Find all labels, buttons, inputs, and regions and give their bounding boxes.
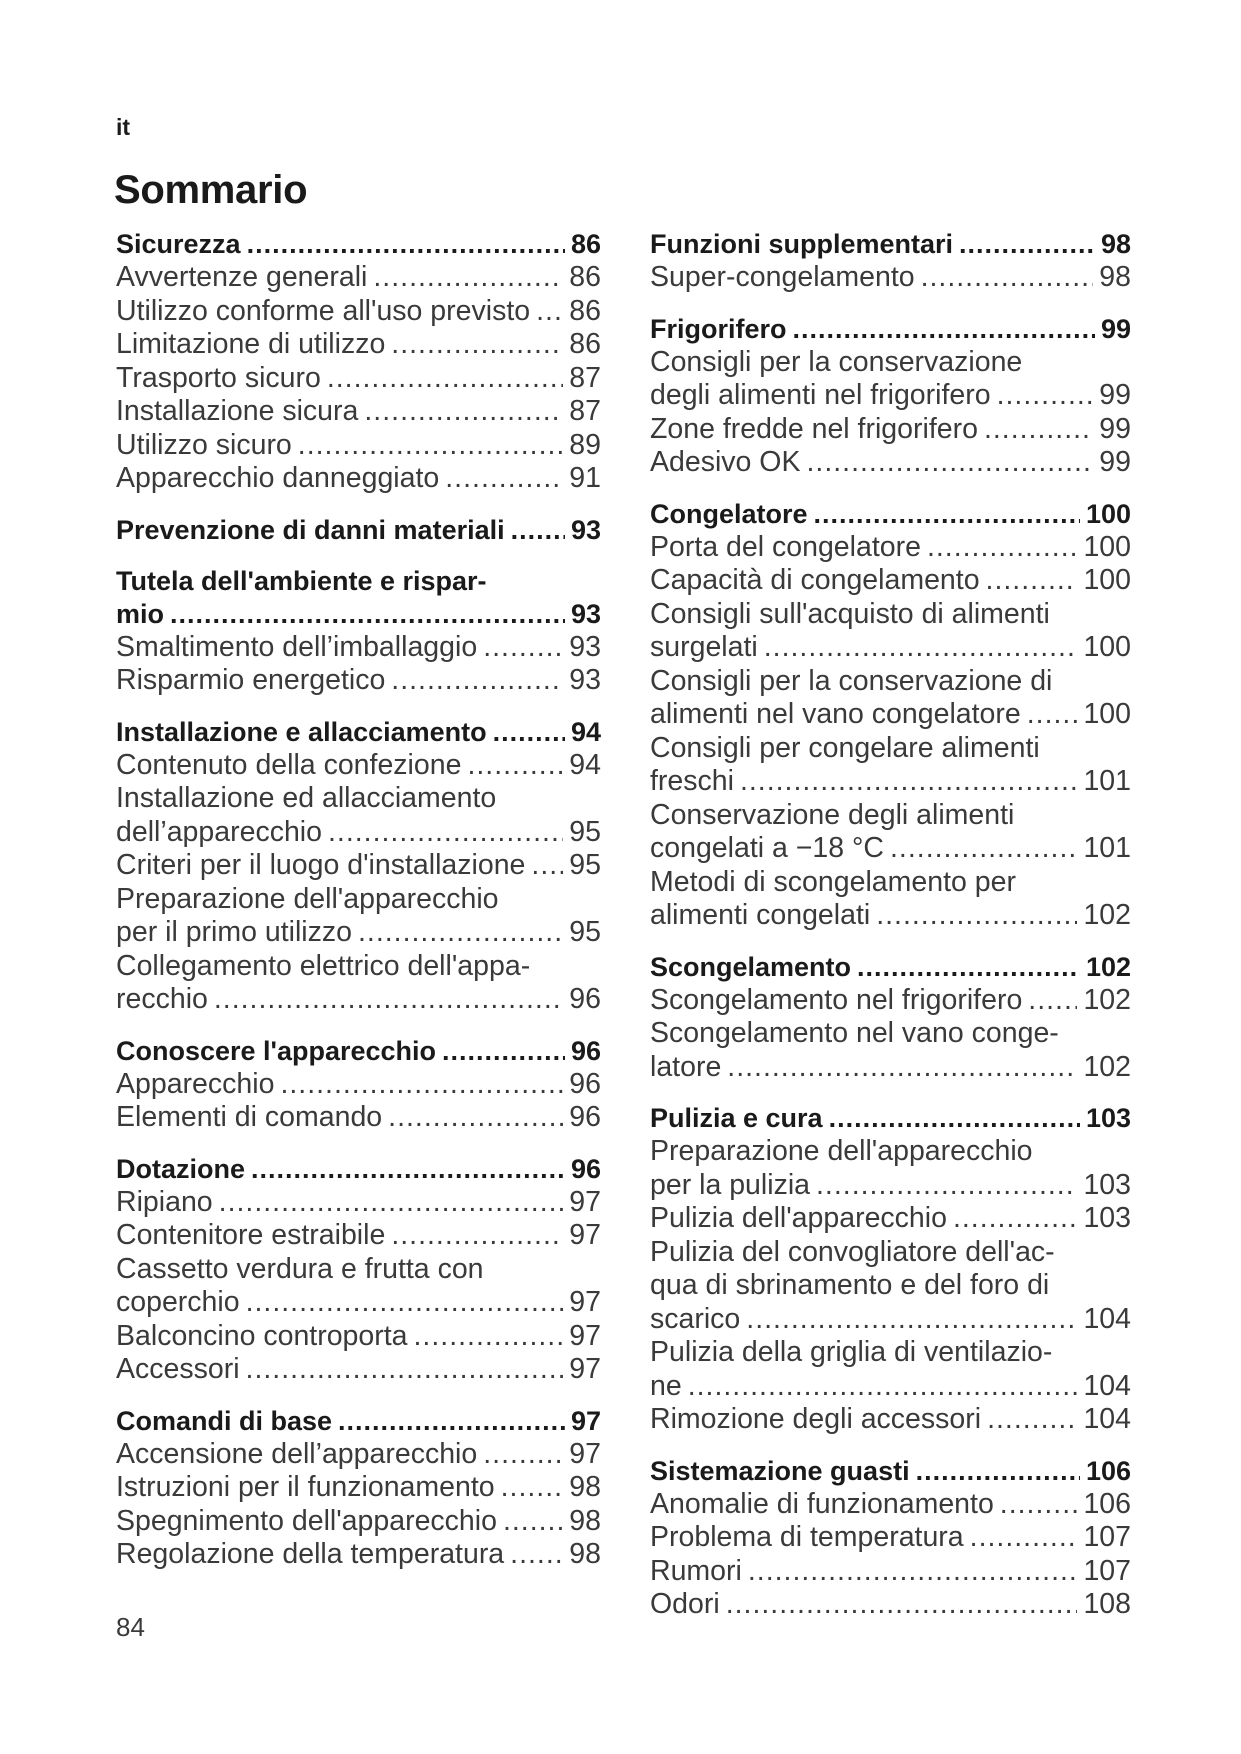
toc-entry-label: Rumori — [650, 1554, 742, 1587]
page-ref: 89 — [569, 428, 601, 461]
page-ref: 101 — [1083, 832, 1131, 864]
page-ref: 97 — [569, 1219, 601, 1251]
leader-dots — [970, 1521, 1078, 1555]
leader-dots — [219, 1186, 564, 1220]
leader-dots — [214, 983, 563, 1017]
toc-section-title: mio — [116, 598, 165, 629]
toc-entry-label: ne — [650, 1369, 682, 1402]
toc-column-right — [650, 228, 1131, 1640]
page-ref: 99 — [1099, 379, 1131, 411]
toc-section-title: Installazione e allacciamento — [116, 716, 487, 747]
leader-dots — [246, 1353, 564, 1387]
toc-section[interactable] — [116, 228, 601, 261]
toc-entry-label: Spegnimento dell'apparecchio — [116, 1504, 497, 1537]
toc-entry-label: Avvertenze generali — [116, 261, 368, 293]
leader-dots — [391, 664, 563, 698]
toc-section[interactable] — [650, 498, 1131, 531]
toc-entry[interactable] — [116, 429, 601, 463]
toc-entry[interactable] — [116, 261, 601, 295]
page-ref: 93 — [569, 630, 601, 663]
toc-section-group — [116, 716, 601, 1017]
toc-entry[interactable] — [116, 362, 601, 396]
leader-dots — [740, 765, 1077, 799]
page-ref: 97 — [569, 1286, 601, 1318]
toc-section[interactable] — [116, 514, 601, 547]
page-ref: 104 — [1083, 1369, 1131, 1402]
toc-entry-label: Capacità di congelamento — [650, 564, 980, 596]
toc-section-title: Frigorifero — [650, 313, 787, 344]
leader-dots — [247, 228, 565, 261]
toc-entry[interactable] — [116, 395, 601, 429]
page-ref: 96 — [570, 1035, 601, 1066]
toc-entry-label: Contenitore estraibile — [116, 1219, 386, 1251]
page-ref: 99 — [1099, 412, 1131, 445]
page-ref: 107 — [1083, 1521, 1131, 1553]
page-ref: 98 — [569, 1538, 601, 1570]
toc-entry[interactable]: Collegamento elettrico dell'appa- recchio ..... 96 — [116, 950, 601, 1017]
page-ref: 95 — [569, 815, 601, 848]
page-ref: 99 — [1099, 446, 1131, 478]
toc-section[interactable] — [650, 313, 1131, 346]
toc-entry[interactable]: Installazione ed allacciamento dell’apparecchio ..... 95 — [116, 782, 601, 849]
page-ref: 98 — [1099, 261, 1131, 293]
page-ref: 94 — [570, 716, 601, 747]
page-title: Sommario — [114, 168, 308, 212]
toc-entry-label: congelati a −18 °C — [650, 832, 885, 864]
leader-dots — [829, 1102, 1080, 1135]
toc-entry[interactable] — [116, 749, 601, 783]
toc-section[interactable] — [116, 1405, 601, 1438]
leader-dots — [328, 816, 563, 850]
toc-section-title: Comandi di base — [116, 1405, 333, 1436]
page-ref: 86 — [570, 229, 601, 259]
leader-dots — [748, 1555, 1078, 1589]
leader-dots — [445, 462, 563, 496]
page-ref: 86 — [569, 261, 601, 293]
toc-entry[interactable] — [650, 1488, 1131, 1522]
toc-entry[interactable] — [650, 1521, 1131, 1555]
toc-entry-label: Risparmio energetico — [116, 664, 386, 696]
toc-section-title: Scongelamento — [650, 951, 852, 982]
leader-dots — [807, 446, 1094, 480]
toc-entry-label: Anomalie di funzionamento — [650, 1487, 994, 1520]
toc-entry[interactable] — [116, 849, 601, 883]
toc-entry[interactable]: Scongelamento nel vano conge- latore ..... 102 — [650, 1017, 1131, 1084]
toc-entry[interactable] — [650, 564, 1131, 598]
toc-entry-label: Limitazione di utilizzo — [116, 328, 386, 360]
leader-dots — [953, 1202, 1077, 1236]
leader-dots — [483, 631, 563, 665]
toc-entry-label: Contenuto della confezione — [116, 748, 462, 781]
page-ref: 104 — [1083, 1302, 1131, 1335]
toc-entry[interactable]: Preparazione dell'apparecchio per la pulizia ..... 103 — [650, 1135, 1131, 1202]
toc-entry-label: surgelati — [650, 631, 758, 663]
toc-entry-label: per il primo utilizzo — [116, 916, 352, 948]
toc-entry-label: degli alimenti nel frigorifero — [650, 379, 991, 411]
toc-entry[interactable]: Pulizia della griglia di ventilazio- ne ..... 104 — [650, 1336, 1131, 1403]
toc-entry-label: latore — [650, 1050, 722, 1083]
toc-entry[interactable] — [116, 664, 601, 698]
toc-entry[interactable] — [650, 1202, 1131, 1236]
page-ref: 97 — [569, 1185, 601, 1218]
page-ref: 86 — [569, 294, 601, 327]
leader-dots — [373, 261, 563, 295]
page-ref: 97 — [569, 1319, 601, 1352]
toc-section-group — [116, 228, 601, 496]
toc-entry-label: per la pulizia — [650, 1168, 811, 1201]
toc-entry-label: Elementi di comando — [116, 1101, 383, 1133]
page-ref: 100 — [1083, 631, 1131, 663]
leader-dots — [467, 749, 563, 783]
page-ref: 95 — [569, 916, 601, 948]
leader-dots — [503, 1505, 563, 1539]
page-ref: 94 — [569, 748, 601, 781]
leader-dots — [997, 379, 1094, 413]
leader-dots — [358, 916, 563, 950]
toc-section[interactable] — [116, 716, 601, 749]
toc-entry-label: Trasporto sicuro — [116, 361, 321, 394]
leader-dots — [414, 1320, 564, 1354]
toc-entry-label: freschi — [650, 765, 734, 797]
page-ref: 100 — [1083, 564, 1131, 596]
leader-dots — [1027, 698, 1078, 732]
toc-section-title: Sistemazione guasti — [650, 1455, 910, 1486]
toc-section-group — [116, 1405, 601, 1572]
toc-entry-label: Rimozione degli accessori — [650, 1403, 982, 1435]
leader-dots — [986, 564, 1078, 598]
leader-dots — [984, 413, 1093, 447]
leader-dots — [246, 1286, 564, 1320]
page-ref: 87 — [569, 361, 601, 394]
toc-entry[interactable] — [116, 1186, 601, 1220]
page-ref: 96 — [569, 1067, 601, 1100]
page-ref: 103 — [1085, 1103, 1131, 1133]
toc-column-left — [116, 228, 601, 1590]
toc-entry-label: Pulizia dell'apparecchio — [650, 1202, 947, 1234]
toc-entry[interactable] — [116, 1438, 601, 1472]
leader-dots — [726, 1588, 1078, 1622]
toc-entry[interactable] — [116, 328, 601, 362]
toc-entry[interactable]: Consigli per la conservazione degli alimenti nel frigorifero ..... 99 — [650, 346, 1131, 413]
leader-dots — [688, 1370, 1078, 1404]
toc-entry-label: Apparecchio — [116, 1067, 275, 1100]
page-ref: 87 — [569, 395, 601, 427]
page-ref: 86 — [569, 328, 601, 360]
leader-dots — [876, 899, 1077, 933]
toc-entry[interactable] — [116, 1101, 601, 1135]
leader-dots — [510, 1538, 563, 1572]
toc-section-group — [650, 498, 1131, 933]
page-ref: 102 — [1085, 951, 1131, 982]
leader-dots — [338, 1405, 565, 1438]
leader-dots — [391, 1219, 563, 1253]
toc-section[interactable]: Tutela dell'ambiente e rispar- mio ..... 93 — [116, 565, 601, 631]
toc-entry-label: Super-congelamento — [650, 261, 915, 293]
toc-entry-label: alimenti congelati — [650, 899, 871, 931]
toc-section-title: Congelatore — [650, 498, 808, 529]
leader-dots — [483, 1438, 563, 1472]
page-ref: 106 — [1085, 1455, 1131, 1486]
page-ref: 106 — [1083, 1487, 1131, 1520]
toc-section-title: Prevenzione di danni materiali — [116, 514, 505, 545]
toc-section-title: Conoscere l'apparecchio — [116, 1035, 437, 1066]
toc-entry[interactable] — [650, 446, 1131, 480]
leader-dots — [890, 832, 1077, 866]
toc-entry[interactable]: Consigli per congelare alimenti freschi ..... 101 — [650, 732, 1131, 799]
toc-entry[interactable] — [116, 295, 601, 329]
toc-section-group — [116, 1153, 601, 1387]
leader-dots — [816, 1169, 1077, 1203]
toc-entry-label: Utilizzo sicuro — [116, 428, 292, 461]
page-ref: 107 — [1083, 1554, 1131, 1587]
page-number: 84 — [116, 1612, 145, 1642]
leader-dots — [1000, 1488, 1078, 1522]
language-tag: it — [116, 114, 131, 140]
toc-entry-label: Scongelamento nel frigorifero — [650, 983, 1023, 1016]
page-ref: 95 — [569, 849, 601, 881]
toc-entry[interactable] — [116, 1219, 601, 1253]
toc-entry-label: alimenti nel vano congelatore — [650, 698, 1021, 730]
toc-entry[interactable]: Cassetto verdura e frutta con coperchio ..... 97 — [116, 1253, 601, 1320]
toc-section-group — [650, 1455, 1131, 1622]
leader-dots — [793, 313, 1095, 346]
leader-dots — [959, 228, 1095, 261]
toc-entry[interactable] — [116, 1320, 601, 1354]
toc-entry-label: Zone fredde nel frigorifero — [650, 412, 978, 445]
leader-dots — [727, 1051, 1077, 1085]
toc-entry-label: Balconcino controporta — [116, 1319, 408, 1352]
toc-entry-label: Adesivo OK — [650, 446, 801, 478]
leader-dots — [921, 261, 1094, 295]
toc-section[interactable] — [650, 1102, 1131, 1135]
toc-entry-label: Smaltimento dell’imballaggio — [116, 630, 478, 663]
toc-entry-label: Criteri per il luogo d'installazione — [116, 849, 526, 881]
page-ref: 98 — [569, 1504, 601, 1537]
page-ref: 100 — [1083, 698, 1131, 730]
toc-entry-label: Installazione sicura — [116, 395, 359, 427]
toc-entry-label: scarico — [650, 1302, 741, 1335]
toc-section-group — [116, 565, 601, 698]
toc-section-group — [650, 228, 1131, 295]
toc-section-group — [650, 1102, 1131, 1437]
toc-entry[interactable]: Pulizia del convogliatore dell'ac- qua di sbrinamento e del foro di scarico ..... 104 — [650, 1236, 1131, 1337]
page-ref: 101 — [1083, 765, 1131, 797]
page-ref: 96 — [569, 983, 601, 1015]
toc-section[interactable] — [650, 1455, 1131, 1488]
toc-entry-label: dell’apparecchio — [116, 815, 322, 848]
leader-dots — [391, 328, 563, 362]
toc-entry[interactable] — [650, 413, 1131, 447]
toc-entry[interactable] — [650, 984, 1131, 1018]
toc-entry[interactable] — [650, 531, 1131, 565]
toc-entry-label: Apparecchio danneggiato — [116, 462, 440, 494]
page-ref: 97 — [569, 1437, 601, 1470]
page-ref: 102 — [1083, 1050, 1131, 1083]
leader-dots — [327, 362, 563, 396]
page-ref: 91 — [569, 462, 601, 494]
toc-entry-label: Istruzioni per il funzionamento — [116, 1471, 495, 1503]
leader-dots — [511, 514, 565, 547]
toc-section-title: Sicurezza — [116, 229, 241, 259]
leader-dots — [493, 716, 565, 749]
toc-entry-label: Ripiano — [116, 1185, 213, 1218]
leader-dots — [298, 429, 564, 463]
toc-section-title: Pulizia e cura — [650, 1103, 823, 1133]
toc-entry-label: recchio — [116, 983, 208, 1015]
toc-entry[interactable] — [650, 261, 1131, 295]
toc-entry-label: Regolazione della temperatura — [116, 1538, 505, 1570]
toc-section-group — [650, 313, 1131, 480]
leader-dots — [987, 1403, 1077, 1437]
leader-dots — [764, 631, 1078, 665]
toc-section[interactable] — [650, 951, 1131, 984]
toc-entry-label: Porta del congelatore — [650, 530, 921, 563]
toc-section-group — [116, 1035, 601, 1135]
page-ref: 102 — [1083, 983, 1131, 1016]
leader-dots — [442, 1035, 565, 1068]
page-ref: 100 — [1085, 498, 1131, 529]
page-ref: 99 — [1100, 313, 1131, 344]
toc-entry-label: Problema di temperatura — [650, 1521, 964, 1553]
toc-entry[interactable] — [116, 462, 601, 496]
page-ref: 96 — [569, 1101, 601, 1133]
toc-entry-label: Accensione dell’apparecchio — [116, 1437, 478, 1470]
toc-entry-label: Accessori — [116, 1353, 240, 1385]
toc-entry-label: Utilizzo conforme all'uso previsto — [116, 294, 531, 327]
toc-entry[interactable] — [116, 1505, 601, 1539]
toc-entry[interactable]: Preparazione dell'apparecchio per il primo utilizzo ..... 95 — [116, 883, 601, 950]
leader-dots — [531, 849, 563, 883]
leader-dots — [814, 498, 1080, 531]
toc-entry[interactable]: Metodi di scongelamento per alimenti congelati ..... 102 — [650, 866, 1131, 933]
page-ref: 93 — [570, 598, 601, 629]
toc-entry[interactable] — [116, 1471, 601, 1505]
toc-section-group — [116, 514, 601, 547]
leader-dots — [916, 1455, 1080, 1488]
page-ref: 98 — [569, 1471, 601, 1503]
leader-dots — [280, 1068, 563, 1102]
leader-dots — [1028, 984, 1077, 1018]
toc-section[interactable] — [116, 1153, 601, 1186]
page-ref: 93 — [570, 514, 601, 545]
page-ref: 97 — [570, 1405, 601, 1436]
toc-entry[interactable]: Consigli per la conservazione di alimenti nel vano congelatore ..... 100 — [650, 665, 1131, 732]
toc-entry-label: Odori — [650, 1588, 720, 1620]
leader-dots — [501, 1471, 564, 1505]
toc-entry[interactable]: Consigli sull'acquisto di alimenti surgelati ..... 100 — [650, 598, 1131, 665]
page-ref: 96 — [570, 1153, 601, 1184]
leader-dots — [927, 531, 1078, 565]
page-ref: 104 — [1083, 1403, 1131, 1435]
toc-entry[interactable] — [650, 1403, 1131, 1437]
toc-entry[interactable] — [650, 1588, 1131, 1622]
leader-dots — [170, 598, 565, 631]
toc-section-group — [650, 951, 1131, 1085]
toc-entry-label: coperchio — [116, 1286, 240, 1318]
toc-entry[interactable] — [650, 1555, 1131, 1589]
page-ref: 100 — [1083, 530, 1131, 563]
page-ref: 108 — [1083, 1588, 1131, 1620]
toc-entry[interactable] — [116, 1068, 601, 1102]
leader-dots — [251, 1153, 565, 1186]
toc-entry[interactable] — [116, 631, 601, 665]
page-ref: 97 — [569, 1353, 601, 1385]
toc-entry[interactable] — [116, 1538, 601, 1572]
page-ref: 103 — [1083, 1168, 1131, 1201]
toc-section-title: Funzioni supplementari — [650, 229, 954, 259]
toc-section[interactable] — [650, 228, 1131, 261]
leader-dots — [364, 395, 563, 429]
toc-entry[interactable] — [116, 1353, 601, 1387]
toc-section[interactable] — [116, 1035, 601, 1068]
toc-section-title: Dotazione — [116, 1153, 246, 1184]
leader-dots — [746, 1303, 1077, 1337]
toc-entry[interactable]: Conservazione degli alimenti congelati a −18 °C ..... 101 — [650, 799, 1131, 866]
page-ref: 103 — [1083, 1202, 1131, 1234]
leader-dots — [388, 1101, 563, 1135]
leader-dots — [536, 295, 563, 329]
page-ref: 98 — [1100, 229, 1131, 259]
page-ref: 102 — [1083, 899, 1131, 931]
page-ref: 93 — [569, 664, 601, 696]
leader-dots — [857, 951, 1080, 984]
